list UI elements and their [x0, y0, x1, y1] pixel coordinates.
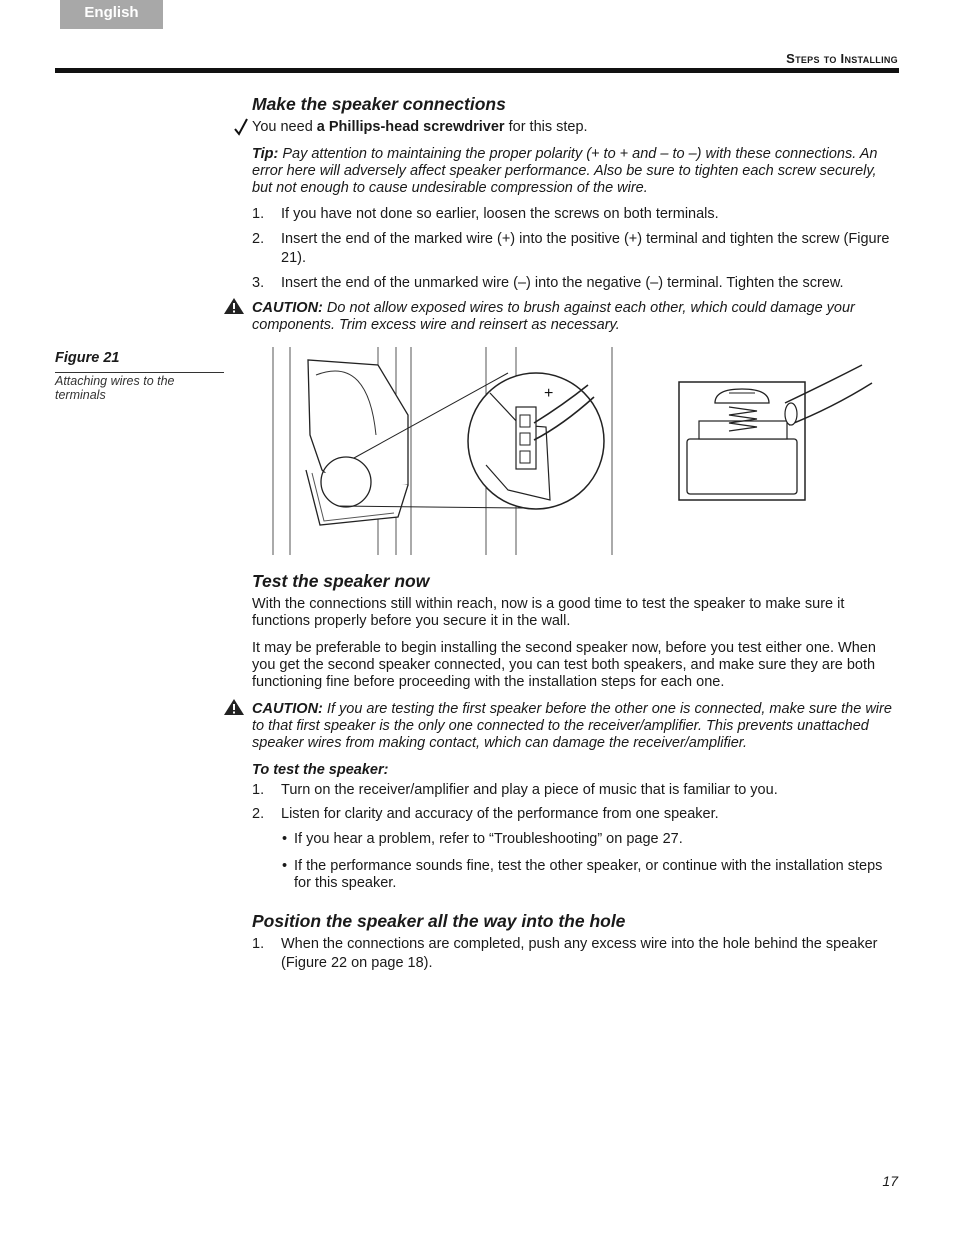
step-number: 2.: [252, 231, 265, 247]
bullet-text: If you hear a problem, refer to “Troubleshooting” on page 27.: [294, 831, 683, 847]
step-text: When the connections are completed, push any excess wire into the hole behind the speaker (Figure 22 on page 18).: [281, 936, 878, 971]
test-paragraph-1: With the connections still within reach, now is a good time to test the speaker to make sure it functions properly before you secure it in the wall.: [252, 596, 845, 629]
section-title: Steps to Installing: [786, 51, 898, 66]
heading-make-connections: Make the speaker connections: [252, 94, 506, 114]
figure-rule: [55, 372, 224, 373]
language-tab[interactable]: English: [60, 0, 163, 29]
terminal-screw-detail-illustration: [677, 353, 877, 503]
step-number: 1.: [252, 206, 265, 222]
warning-icon: [223, 297, 245, 315]
step-number: 2.: [252, 806, 265, 822]
speaker-wiring-illustration: [258, 345, 618, 557]
figure-caption: Attaching wires to the terminals: [55, 374, 175, 402]
bullet-marker: •: [282, 858, 288, 874]
step-text: Insert the end of the marked wire (+) into the positive (+) terminal and tighten the screw (Figure 21).: [281, 231, 890, 266]
bullet-text: If the performance sounds fine, test the other speaker, or continue with the installation steps for this speaker.: [294, 858, 883, 891]
caution-note: CAUTION: If you are testing the first speaker before the other one is connected, make sure the wire to that first speaker is the only one connected to the receiver/amplifier. This prevents unattached speaker wires from making contact, which can damage the receiver/amplifier.: [252, 701, 892, 751]
step-number: 3.: [252, 275, 265, 291]
warning-icon: [223, 698, 245, 716]
step-text: Listen for clarity and accuracy of the performance from one speaker.: [281, 806, 719, 822]
bullet-marker: •: [282, 831, 288, 847]
caution-note: CAUTION: Do not allow exposed wires to brush against each other, which could damage your components. Trim excess wire and reinsert as necessary.: [252, 300, 855, 333]
step-text: Turn on the receiver/amplifier and play a piece of music that is familiar to you.: [281, 782, 778, 798]
plus-polarity-label: +: [544, 385, 554, 402]
figure-label: Figure 21: [55, 350, 120, 366]
step-number: 1.: [252, 936, 265, 952]
tip-note: Tip: Pay attention to maintaining the proper polarity (+ to + and – to –) with these connections. An error here will adversely affect speaker performance. Also be sure to tighten each screw securely, but not enough to cause undesirable compression of the wire.: [252, 146, 878, 196]
page-number: 17: [882, 1173, 898, 1189]
step-text: Insert the end of the unmarked wire (–) into the negative (–) terminal. Tighten the screw.: [281, 275, 844, 291]
heading-test-speaker: Test the speaker now: [252, 571, 430, 591]
checkmark-icon: [233, 118, 249, 136]
header-rule: [55, 68, 899, 73]
step-text: If you have not done so earlier, loosen the screws on both terminals.: [281, 206, 719, 222]
test-paragraph-2: It may be preferable to begin installing the second speaker now, before you test either one. When you get the second speaker connected, you can test both speakers, and make sure they are both functioning fine before proceeding with the installation steps for each one.: [252, 640, 876, 690]
heading-position-speaker: Position the speaker all the way into the hole: [252, 911, 626, 931]
tool-requirement: You need a Phillips-head screwdriver for this step.: [252, 119, 588, 135]
step-number: 1.: [252, 782, 265, 798]
test-subheading: To test the speaker:: [252, 762, 389, 778]
